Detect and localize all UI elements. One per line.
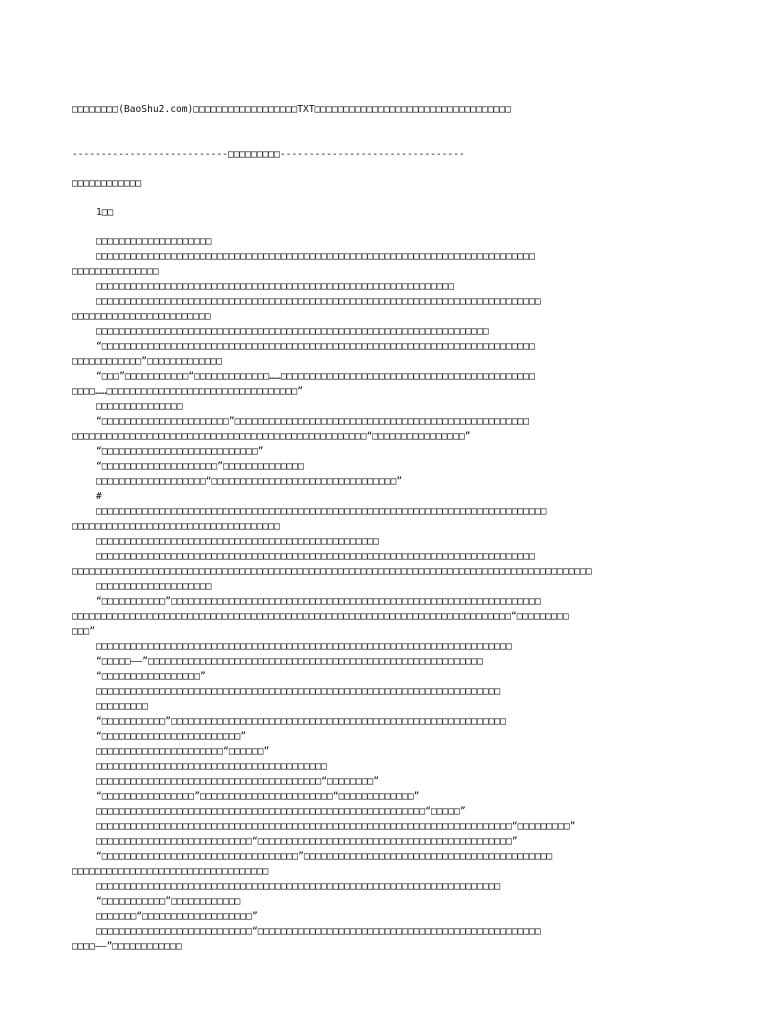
paragraph-line: “□□□□□□□□□□□”□□□□□□□□□□□□□□□□□□□□□□□□□□□□□□□□□□□□□□□□□□□□□□□□□□□□□□□□□□ xyxy=(96,716,507,727)
paragraph-line: “□□□□□□□□□□□□□□□□□□□□□□□□□□□□□□□□□□□□□□□□□□□□□□□□□□□□□□□□□□□□□□□□□□□□□□□□□□□ xyxy=(96,341,535,352)
paragraph xyxy=(72,714,712,729)
paragraph xyxy=(72,279,712,294)
paragraph-line: “□□□□□□□□□□□□□□□□□” xyxy=(96,671,206,682)
paragraph xyxy=(72,474,712,489)
paragraph xyxy=(72,234,712,249)
paragraph xyxy=(72,294,712,324)
paragraph-line: □□□□□□□□□□□□□□□□□□□□□□□□□□□□□□□□□□ xyxy=(72,866,269,877)
paragraph-line: □□□□□□□□□□□□□□□□□□□□□□□□□□□□□□□□□□□□□□□□□□□□□□□□□□□□□□□□□□□□□□□□□□□□□□□□□□□□ xyxy=(96,251,535,262)
paragraph-line: □□□” xyxy=(72,626,96,637)
paragraph xyxy=(72,774,712,789)
paragraph xyxy=(72,594,712,639)
paragraph xyxy=(72,669,712,684)
header-separator-line: ---------------------------□□□□□□□□□-------------------------------- xyxy=(72,149,465,160)
paragraph-line: □□□□□□□“□□□□□□□□□□□□□□□□□□□” xyxy=(96,911,258,922)
paragraph-line: □□□□□□□□□□□□□□□□□□□□□□□□□□□“□□□□□□□□□□□□□□□□□□□□□□□□□□□□□□□□□□□□□□□□□□□□” xyxy=(96,836,518,847)
paragraph-line: □□□□□□□□□□□□□□□□□□□□□□□□□□□□□□□□□□□□□□□□□□□□□□□□□ xyxy=(96,536,380,547)
paragraph-line: □□□□□□□□□□□□”□□□□□□□□□□□□□ xyxy=(72,356,223,367)
paragraph-line: □□□□□□□□□□□□□□□□□□□□□□□□□□□□□□□□□□□□□□□□□□□□□□□□□□□□□□□□□□□□□□□□□□□□□□□□□□□□ xyxy=(96,551,535,562)
paragraph xyxy=(72,579,712,594)
paragraph xyxy=(72,744,712,759)
paragraph xyxy=(72,684,712,699)
paragraph-line: # xyxy=(96,491,102,502)
paragraph xyxy=(72,909,712,924)
document-header xyxy=(72,72,712,192)
paragraph-line: □□□□□□□□□□□□□□□□□□□□□□□□□□□□□□□□□□□□□□□□□□□□□□□□□□□□□□□□□□□□□□□□□□□□□□ xyxy=(96,881,501,892)
paragraph-line: □□□□□□□□□□□□□□□□□□□□□□□□□□□□□□□□□□□□□□□“□□□□□□□□” xyxy=(96,776,380,787)
paragraph-line: □□□□□□□□□□□□□□□□□□□□ xyxy=(96,581,212,592)
paragraph-line: “□□□□□□□□□□□”□□□□□□□□□□□□ xyxy=(96,896,241,907)
paragraph-line: “□□□”□□□□□□□□□□□“□□□□□□□□□□□□□……□□□□□□□□□□□□□□□□□□□□□□□□□□□□□□□□□□□□□□□□□□□□ xyxy=(96,371,535,382)
paragraph xyxy=(72,504,712,534)
paragraph xyxy=(72,339,712,369)
paragraph-line: “□□□□□□□□□□□□□□□□□□□□”□□□□□□□□□□□□□□ xyxy=(96,461,304,472)
paragraph-line: □□□□□□□□□□□□□□□□□□□□□□□□□□□□□□□□□□□□□□□□□□□□□□□□□□□□□□□□□□□□□□□□□□□□□□ xyxy=(96,686,501,697)
paragraph xyxy=(72,444,712,459)
paragraph-line: □□□□——”□□□□□□□□□□□□ xyxy=(72,941,182,952)
book-title: □□□□□□□□□□□□ xyxy=(72,178,142,189)
paragraph xyxy=(72,789,712,804)
paragraph-line: □□□□□□□□□□□□□□□□□□□□ xyxy=(96,236,212,247)
paragraph xyxy=(72,369,712,399)
paragraph xyxy=(72,639,712,654)
paragraph-line: □□□□□□□□□□□□□□□□□□□“□□□□□□□□□□□□□□□□□□□□□□□□□□□□□□□□” xyxy=(96,476,403,487)
paragraph xyxy=(72,849,712,879)
paragraph-line: □□□□□□□□□□□□□□□□□□□□□□□□ xyxy=(72,311,211,322)
paragraph-line: □□□□□□□□□□□□□□□□□□□□□□□□□□□□□□□□□□□□□□□□□□□□□□□□□□□□□□□□□□□□□□□□□□□□□□□□□□□□□ xyxy=(96,296,541,307)
paragraph-line: □□□□□□□□□ xyxy=(96,701,148,712)
paragraph-line: □□□□□□□□□□□□□□□ xyxy=(96,401,183,412)
paragraph xyxy=(72,459,712,474)
paragraph xyxy=(72,804,712,819)
paragraph xyxy=(72,324,712,339)
paragraph-line: “□□□□□□□□□□□□□□□□□□□□□□”□□□□□□□□□□□□□□□□□□□□□□□□□□□□□□□□□□□□□□□□□□□□□□□□□□□ xyxy=(96,416,530,427)
header-notice-line: □□□□□□□□(BaoShu2.com)□□□□□□□□□□□□□□□□□□TXT□□□□□□□□□□□□□□□□□□□□□□□□□□□□□□□□□□ xyxy=(72,104,511,115)
paragraph-line: □□□□□□□□□□□□□□□□□□□□□□□□□□□□□□□□□□□□□□□□□□□□□□□□□□□□□□□□□□□□□□□□□□□□□□□□ xyxy=(96,641,512,652)
paragraph-line: □□□□□□□□□□□□□□□□□□□□□□□□□□□□□□□□□□□□□□□□□□□□□□□□□□□□□□□□□□□□□□□□□□□□□□□□“□□□□□□□□□” xyxy=(96,821,576,832)
paragraph-line: “□□□□□□□□□□□□□□□□□□□□□□□□□□□” xyxy=(96,446,264,457)
paragraph-line: □□□□□□□□□□□□□□□□□□□□□□“□□□□□□” xyxy=(96,746,270,757)
paragraph-line: □□□□□□□□□□□□□□□ xyxy=(72,266,159,277)
paragraph xyxy=(72,534,712,549)
paragraph-line: □□□□□□□□□□□□□□□□□□□□□□□□□□□□□□□□□□□□□□□□□□□□□□□□□□□□□□□□□□□□□□□□□□□□ xyxy=(96,326,489,337)
paragraph xyxy=(72,924,712,954)
paragraph-line: □□□□□□□□□□□□□□□□□□□□□□□□□□□□□□□□□□□□□□□□□□□□□□□□□□□“□□□□□□□□□□□□□□□□” xyxy=(72,431,471,442)
paragraph xyxy=(72,879,712,894)
paragraph-line: □□□□□□□□□□□□□□□□□□□□□□□□□□□□□□□□□□□□□□□□□□□□□□□□□□□□□□□□□□□□□□ xyxy=(96,281,455,292)
paragraph-line: □□□□□□□□□□□□□□□□□□□□□□□□□□□□□□□□□□□□□□□□□□□□□□□□□□□□□□□□□□□□□□□□□□□□□□□□□□□□□□□□□□□□□□□□□□ xyxy=(72,566,592,577)
paragraph xyxy=(72,759,712,774)
paragraph xyxy=(72,399,712,414)
paragraph-line: “□□□□□□□□□□□□□□□□□□□□□□□□□□□□□□□□□□”□□□□□□□□□□□□□□□□□□□□□□□□□□□□□□□□□□□□□□□□□□□ xyxy=(96,851,553,862)
paragraph-line: “□□□□□□□□□□□□□□□□□□□□□□□□” xyxy=(96,731,247,742)
paragraph-line: □□□□□□□□□□□□□□□□□□□□□□□□□□□□□□□□□□□□□□□□□□□□□□□□□□□□□□□□□□□□□□□□□□□□□□□□□□□□□□ xyxy=(96,506,547,517)
chapter-heading: 1□□ xyxy=(96,207,114,218)
paragraph xyxy=(72,699,712,714)
paragraph xyxy=(72,834,712,849)
paragraph-line: □□□□□□□□□□□□□□□□□□□□□□□□□□□□□□□□□□□□ xyxy=(72,521,280,532)
paragraph-list xyxy=(72,234,712,954)
paragraph-line: “□□□□□□□□□□□”□□□□□□□□□□□□□□□□□□□□□□□□□□□□□□□□□□□□□□□□□□□□□□□□□□□□□□□□□□□□□□□□ xyxy=(96,596,541,607)
paragraph xyxy=(72,654,712,669)
paragraph-line: “□□□□□□□□□□□□□□□□”□□□□□□□□□□□□□□□□□□□□□□□“□□□□□□□□□□□□□” xyxy=(96,791,420,802)
paragraph-line: □□□□□□□□□□□□□□□□□□□□□□□□□□□□□□□□□□□□□□□□□□□□□□□□□□□□□□□□□□□□□□□□□□□□□□□□□□□□“□□□□□□□□□ xyxy=(72,611,569,622)
paragraph-line: □□□□……□□□□□□□□□□□□□□□□□□□□□□□□□□□□□□□□□” xyxy=(72,386,304,397)
paragraph-line: □□□□□□□□□□□□□□□□□□□□□□□□□□□□□□□□□□□□□□□□□□□□□□□□□□□□□□□□□“□□□□□” xyxy=(96,806,466,817)
paragraph xyxy=(72,819,712,834)
paragraph xyxy=(72,549,712,579)
paragraph xyxy=(72,729,712,744)
document-body xyxy=(72,176,712,954)
paragraph-line: □□□□□□□□□□□□□□□□□□□□□□□□□□□□□□□□□□□□□□□□ xyxy=(96,761,328,772)
paragraph xyxy=(72,489,712,504)
paragraph xyxy=(72,249,712,279)
paragraph-line: □□□□□□□□□□□□□□□□□□□□□□□□□□□“□□□□□□□□□□□□□□□□□□□□□□□□□□□□□□□□□□□□□□□□□□□□□□□□□ xyxy=(96,926,541,937)
paragraph xyxy=(72,414,712,444)
paragraph xyxy=(72,894,712,909)
paragraph-line: “□□□□□——”□□□□□□□□□□□□□□□□□□□□□□□□□□□□□□□□□□□□□□□□□□□□□□□□□□□□□□□□□□ xyxy=(96,656,483,667)
